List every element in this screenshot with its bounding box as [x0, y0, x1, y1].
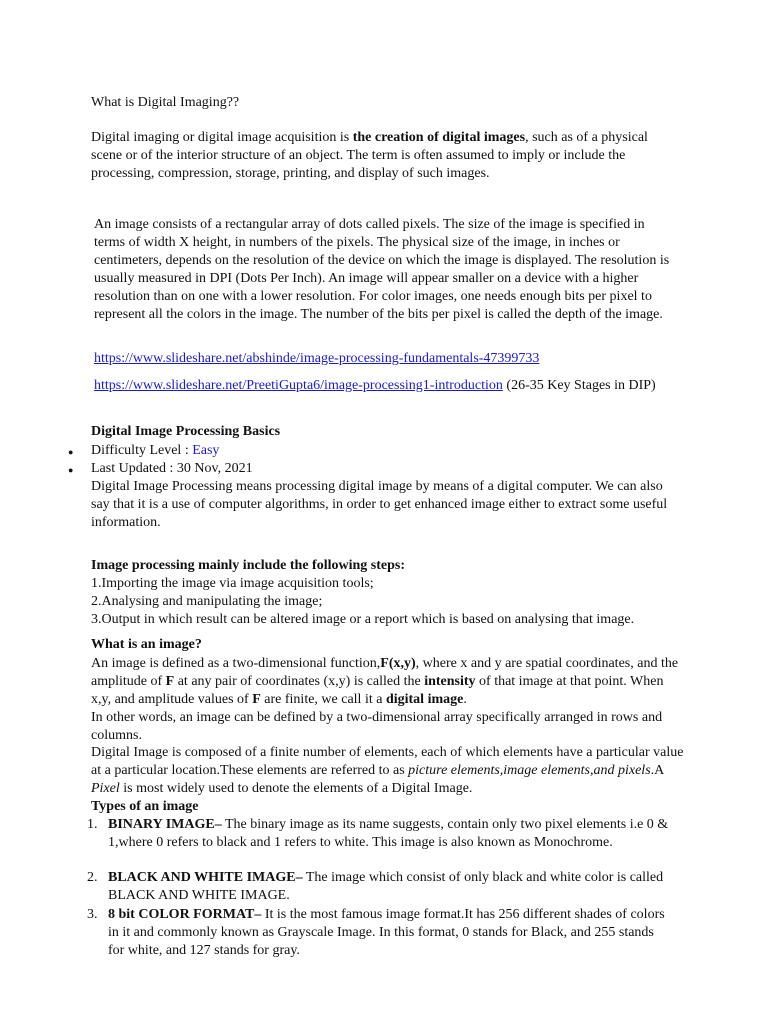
- list-number: 3.: [87, 907, 98, 922]
- bullet-dot: ●: [68, 447, 74, 457]
- basics-description: Digital Image Processing means processing digital image by means of a digital computer. We can also say that it is a use of computer algorithms, in order to get enhanced image either to extract some useful information.: [91, 479, 668, 530]
- list-number: 1.: [87, 817, 98, 832]
- type-description: The image which consist of only black and white color is called BLACK AND WHITE IMAGE.: [108, 870, 664, 903]
- image-definition-paragraph: [91, 655, 686, 709]
- page-title: What is Digital Imaging??: [91, 95, 240, 110]
- text-span: at any pair of coordinates (x,y) is called the: [174, 674, 425, 689]
- difficulty-label: Difficulty Level :: [91, 443, 193, 458]
- types-heading: [91, 798, 691, 816]
- link-line-1: [94, 350, 694, 368]
- text-span: , where x and y are spatial coordinates, and the amplitude of: [91, 656, 679, 689]
- link-suffix-text: (26-35 Key Stages in DIP): [502, 378, 656, 393]
- text-span: are finite, we call it a: [260, 692, 386, 707]
- difficulty-value: Easy: [192, 443, 220, 458]
- type-description: The binary image as its name suggests, contain only two pixel elements i.e 0 & 1,where 0 refers to black and 1 refers to white. This image is also known as Monochrome.: [108, 817, 669, 850]
- basics-heading: [91, 423, 691, 441]
- text-span: An image is defined as a two-dimensional function,: [91, 656, 381, 671]
- picture-elements-term: picture elements,image elements,and pixels: [408, 763, 651, 778]
- pixel-term: Pixel: [91, 781, 120, 796]
- step-item: 1.Importing the image via image acquisition tools;: [91, 576, 374, 591]
- basics-heading-text: Digital Image Processing Basics: [91, 424, 281, 439]
- pixels-paragraph: An image consists of a rectangular array of dots called pixels. The size of the image is specified in terms of width X height, in numbers of the pixels. The physical size of the image, in inches or centimeters, depends on the resolution of the device on which the image is displayed. The resolution is usually measured in DPI (Dots Per Inch). An image will appear smaller on a device with a higher resolution than on one with a lower resolution. For color images, one needs enough bits per pixel to represent all the colors in the image. The number of the bits per pixel is called the depth of the image.: [94, 217, 670, 322]
- text-span: Digital Image is composed of a finite number of elements, each of which elements have a particular value at a particular location.These elements are referred to as: [91, 745, 684, 778]
- steps-heading: [91, 557, 691, 575]
- type-description: It is the most famous image format.It has 256 different shades of colors in it and commonly known as Grayscale Image. In this format, 0 stands for Black, and 255 stands for white, and 127 stands for gray.: [108, 907, 665, 958]
- type-item-8bit-color: [108, 906, 673, 960]
- intensity-term: intensity: [424, 674, 476, 689]
- fxy-term: F(x,y): [380, 656, 416, 671]
- array-paragraph: In other words, an image can be defined by a two-dimensional array specifically arranged in rows and columns.: [91, 710, 663, 743]
- link-line-2: [94, 377, 679, 395]
- image-heading-text: What is an image?: [91, 637, 202, 652]
- slideshare-link-fundamentals[interactable]: https://www.slideshare.net/abshinde/image-processing-fundamentals-47399733: [94, 351, 540, 366]
- image-heading: [91, 636, 691, 654]
- type-item-binary: [108, 816, 673, 852]
- steps-heading-text: Image processing mainly include the following steps:: [91, 558, 405, 573]
- list-number: 2.: [87, 870, 98, 885]
- types-heading-text: Types of an image: [91, 799, 199, 814]
- intro-text-start: Digital imaging or digital image acquisition is: [91, 130, 353, 145]
- type-title: 8 bit COLOR FORMAT–: [108, 907, 262, 922]
- type-item-black-white: [108, 869, 673, 905]
- text-span: .A: [650, 763, 664, 778]
- f-term: F: [252, 692, 261, 707]
- slideshare-link-introduction[interactable]: https://www.slideshare.net/PreetiGupta6/image-processing1-introduction: [94, 378, 503, 393]
- intro-bold-phrase: the creation of digital images: [352, 130, 526, 145]
- intro-paragraph: [91, 129, 681, 183]
- list-item-updated: Last Updated : 30 Nov, 2021: [91, 461, 253, 476]
- bullet-dot: ●: [68, 465, 74, 475]
- pixel-paragraph: [91, 744, 686, 798]
- type-title: BLACK AND WHITE IMAGE–: [108, 870, 303, 885]
- f-term: F: [165, 674, 175, 689]
- list-item-difficulty: [91, 442, 691, 460]
- step-item: 3.Output in which result can be altered image or a report which is based on analysing that image.: [91, 612, 635, 627]
- step-item: 2.Analysing and manipulating the image;: [91, 594, 323, 609]
- digital-image-term: digital image: [385, 692, 464, 707]
- type-title: BINARY IMAGE–: [108, 817, 222, 832]
- text-span: of that image at that point. When x,y, and amplitude values of: [91, 674, 664, 707]
- intro-text-end: , such as of a physical scene or of the interior structure of an object. The term is often assumed to imply or include the processing, compression, storage, printing, and display of such images.: [91, 130, 648, 181]
- text-span: .: [463, 692, 467, 707]
- text-span: is most widely used to denote the elements of a Digital Image.: [119, 781, 473, 796]
